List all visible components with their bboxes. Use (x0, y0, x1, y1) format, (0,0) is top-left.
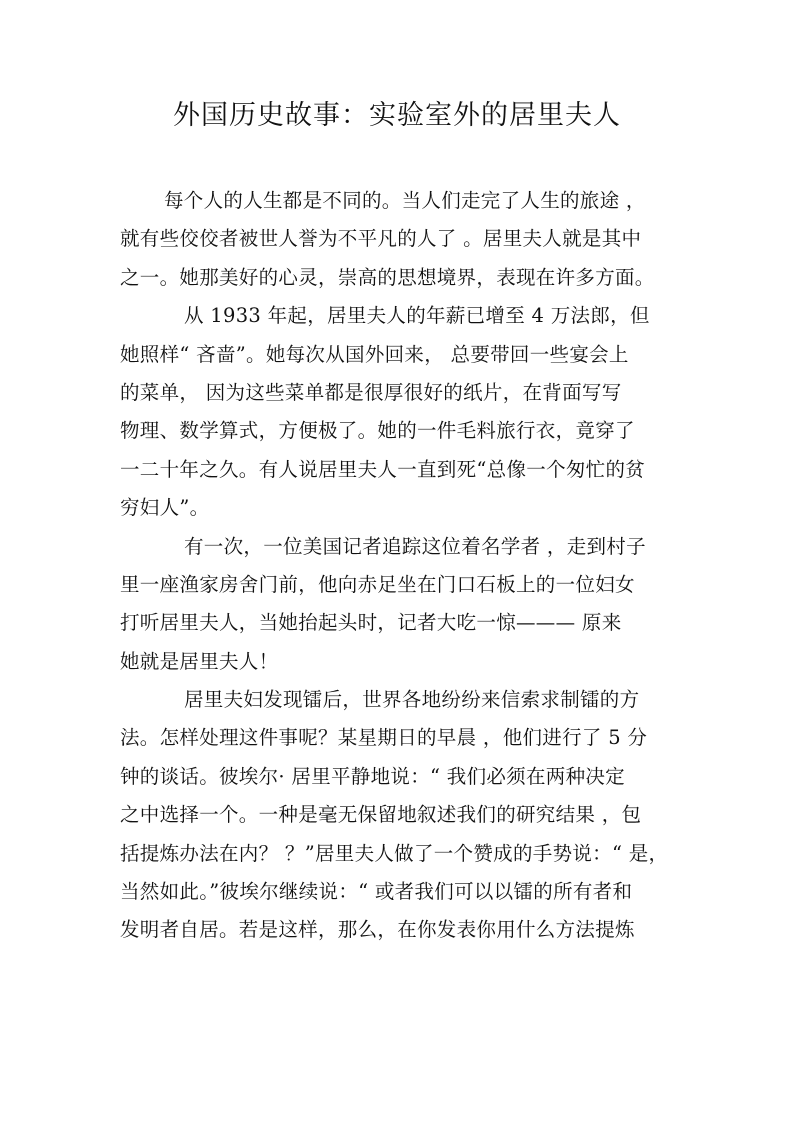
text-line: 打听居里夫人，当她抬起头时，记者大吃一惊——— 原来 (120, 611, 622, 635)
text-line: 就有些佼佼者被世人誉为不平凡的人了 。居里夫人就是其中 (120, 227, 642, 251)
text-line: 里一座渔家房舍门前，他向赤足坐在门口石板上的一位妇女 (120, 572, 635, 596)
text-line: 括提炼办法在内？ ？”居里夫人做了一个赞成的手势说：“ 是， (120, 841, 669, 865)
text-line: 居里夫妇发现镭后，世界各地纷纷来信索求制镭的方 (184, 688, 640, 712)
text-line: 发明者自居。若是这样，那么，在你发表你用什么方法提炼 (120, 918, 635, 942)
document-body (120, 182, 685, 950)
text-line: 当然如此。”彼埃尔继续说：“ 或者我们可以以镭的所有者和 (120, 880, 633, 904)
text-line: 物理、数学算式，方便极了。她的一件毛料旅行衣，竟穿了 (120, 419, 635, 443)
text-line: 从 1933 年起，居里夫人的年薪已增至 4 万法郎，但 (184, 304, 650, 328)
text-line: 穷妇人”。 (120, 496, 210, 520)
text-line: 每个人的人生都是不同的。当人们走完了人生的旅途 ， (164, 189, 646, 212)
text-line: 有一次，一位美国记者追踪这位着名学者 ，走到村子 (184, 534, 646, 558)
text-line: 钟的谈话。彼埃尔· 居里平静地说：“ 我们必须在两种决定 (120, 764, 625, 788)
document-title: 外国历史故事：实验室外的居里夫人 (173, 100, 621, 131)
text-line: 的菜单， 因为这些菜单都是很厚很好的纸片，在背面写写 (120, 380, 622, 404)
text-line: 之中选择一个。一种是毫无保留地叙述我们的研究结果 ，包 (120, 803, 642, 827)
text-line: 之一。她那美好的心灵，崇高的思想境界，表现在许多方面。 (120, 265, 655, 289)
text-line: 法。怎样处理这件事呢？某星期日的早晨 ，他们进行了 5 分 (120, 726, 648, 750)
text-line: 她照样“ 吝啬”。她每次从国外回来， 总要带回一些宴会上 (120, 342, 629, 366)
text-line: 她就是居里夫人！ (120, 649, 279, 673)
text-line: 一二十年之久。有人说居里夫人一直到死“总像一个匆忙的贫 (120, 457, 646, 481)
